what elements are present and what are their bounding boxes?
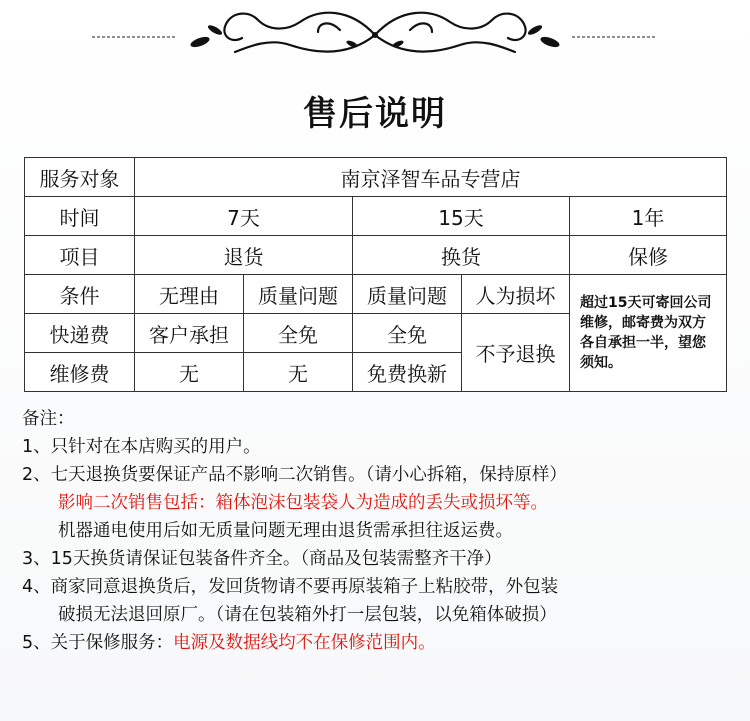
note-1: 1、只针对在本店购买的用户。 [22, 437, 261, 457]
condition-human-damage: 人为损坏 [462, 275, 570, 314]
note-4-continued: 破损无法退回原厂。（请在包装箱外打一层包装，以免箱体破损） [58, 605, 557, 625]
notes-section [22, 405, 737, 657]
repair-none-no-reason: 无 [135, 353, 244, 392]
time-label: 时间 [25, 197, 135, 236]
service-label: 服务对象 [25, 158, 135, 197]
notes-heading: 备注： [22, 409, 75, 429]
period-15-days: 15天 [353, 197, 570, 236]
condition-quality-exchange: 质量问题 [353, 275, 462, 314]
condition-no-reason: 无理由 [135, 275, 244, 314]
table-row [25, 236, 727, 275]
warranty-label: 保修 [570, 236, 727, 275]
after-sales-table [24, 157, 727, 392]
note-5-highlight: 电源及数据线均不在保修范围内。 [173, 633, 436, 653]
decorative-ornament [0, 0, 750, 70]
table-row [25, 197, 727, 236]
page-title: 售后说明 [303, 94, 447, 134]
return-label: 退货 [135, 236, 353, 275]
store-name: 南京泽智车品专营店 [135, 158, 727, 197]
condition-label: 条件 [25, 275, 135, 314]
note-5 [22, 629, 737, 657]
shipping-customer: 客户承担 [135, 314, 244, 353]
period-1-year: 1年 [570, 197, 727, 236]
note-5-prefix: 5、关于保修服务： [22, 633, 174, 653]
table-row [25, 158, 727, 197]
period-7-days: 7天 [135, 197, 353, 236]
shipping-free-return: 全免 [244, 314, 353, 353]
exchange-label: 换货 [353, 236, 570, 275]
no-return-exchange: 不予退换 [462, 314, 570, 392]
note-4: 4、商家同意退换货后，发回货物请不要再原装箱子上粘胶带，外包装 [22, 577, 559, 597]
table-row [25, 275, 727, 314]
note-2-continued: 机器通电使用后如无质量问题无理由退货需承担往返运费。 [58, 521, 513, 541]
note-2: 2、七天退换货要保证产品不影响二次销售。（请小心拆箱，保持原样） [22, 465, 567, 485]
item-label: 项目 [25, 236, 135, 275]
note-3: 3、15天换货请保证包装备件齐全。（商品及包装需整齐干净） [22, 549, 502, 569]
warranty-note: 超过15天可寄回公司维修，邮寄费为双方各自承担一半，望您须知。 [570, 275, 727, 392]
repair-label: 维修费 [25, 353, 135, 392]
shipping-free-exchange: 全免 [353, 314, 462, 353]
shipping-label: 快递费 [25, 314, 135, 353]
repair-free-exchange: 免费换新 [353, 353, 462, 392]
repair-none-quality: 无 [244, 353, 353, 392]
note-2-highlight: 影响二次销售包括：箱体泡沫包装袋人为造成的丢失或损坏等。 [58, 493, 548, 513]
condition-quality-return: 质量问题 [244, 275, 353, 314]
